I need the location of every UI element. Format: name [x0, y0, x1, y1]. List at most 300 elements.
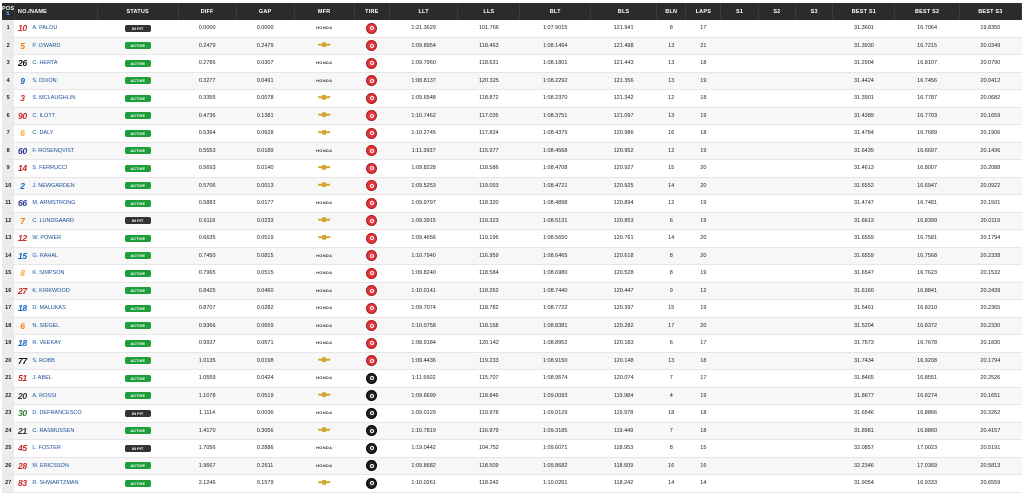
cell-driver[interactable]	[14, 160, 97, 178]
table-row[interactable]	[2, 230, 1022, 248]
table-row[interactable]	[2, 300, 1022, 318]
cell-tire	[354, 160, 389, 178]
driver-name-link[interactable]: C. LUNDGAARD	[32, 217, 74, 224]
car-number: 9	[20, 75, 25, 86]
cell-s2	[758, 440, 795, 458]
cell-status	[97, 72, 178, 90]
cell-best-s3: 20.5191	[959, 440, 1021, 458]
table-row[interactable]	[2, 387, 1022, 405]
cell-mfr	[294, 195, 354, 213]
cell-status	[97, 387, 178, 405]
cell-pos: 24	[2, 422, 14, 440]
table-row[interactable]	[2, 125, 1022, 143]
driver-name-link[interactable]: S. DIXON	[32, 77, 57, 84]
table-row[interactable]	[2, 72, 1022, 90]
cell-s2	[758, 177, 795, 195]
cell-blt: 1:08.2370	[520, 90, 590, 108]
cell-lls: 120.142	[458, 335, 520, 353]
cell-driver[interactable]	[14, 335, 97, 353]
cell-bls: 120.761	[590, 230, 656, 248]
cell-pos: 4	[2, 72, 14, 90]
cell-pos: 11	[2, 195, 14, 213]
car-number: 77	[17, 355, 27, 366]
header-pos-label: POS	[2, 6, 15, 12]
cell-best-s1: 31.6552	[833, 177, 895, 195]
cell-bls: 118.242	[590, 475, 656, 493]
cell-best-s2: 16.8007	[895, 160, 959, 178]
honda-logo-text: HONDA	[316, 147, 333, 153]
cell-best-s3: 20.3262	[959, 405, 1021, 423]
cell-driver[interactable]	[14, 195, 97, 213]
cell-driver[interactable]	[14, 142, 97, 160]
cell-s3	[796, 230, 833, 248]
cell-driver[interactable]	[14, 475, 97, 493]
cell-driver[interactable]	[14, 317, 97, 335]
table-row[interactable]	[2, 422, 1022, 440]
cell-laps: 18	[686, 55, 721, 73]
cell-gap: 0.1381	[236, 107, 294, 125]
cell-gap: 0.0036	[236, 405, 294, 423]
cell-best-s3: 20.0682	[959, 90, 1021, 108]
cell-best-s2: 16.7064	[895, 20, 959, 37]
driver-name-link[interactable]: A. ROSSI	[32, 392, 57, 399]
table-row[interactable]	[2, 195, 1022, 213]
table-row[interactable]	[2, 405, 1022, 423]
header-bln[interactable]: BLN	[657, 3, 686, 20]
tire-alternate-icon	[366, 233, 377, 244]
cell-mfr	[294, 405, 354, 423]
cell-mfr	[294, 20, 354, 37]
header-bls[interactable]: BLS	[590, 3, 656, 20]
header-llt[interactable]: LLT	[389, 3, 457, 20]
cell-diff: 1.4170	[178, 422, 236, 440]
cell-tire	[354, 212, 389, 230]
cell-status	[97, 55, 178, 73]
status-badge: ACTIVE	[125, 480, 151, 487]
header-blt[interactable]: BLT	[520, 3, 590, 20]
cell-tire	[354, 335, 389, 353]
cell-laps: 12	[686, 282, 721, 300]
cell-laps: 19	[686, 300, 721, 318]
header-lls[interactable]: LLS	[458, 3, 520, 20]
cell-driver[interactable]	[14, 125, 97, 143]
table-row[interactable]	[2, 160, 1022, 178]
status-badge: ACTIVE	[125, 60, 151, 67]
cell-lls: 118.320	[458, 195, 520, 213]
driver-name-link[interactable]: S. ROBB	[32, 357, 55, 364]
cell-best-s2: 16.9333	[895, 475, 959, 493]
table-row[interactable]	[2, 475, 1022, 493]
car-number: 66	[17, 198, 27, 209]
driver-name-link[interactable]: F. ROSENQVIST	[32, 147, 75, 154]
table-row[interactable]	[2, 107, 1022, 125]
status-badge: IN PIT	[125, 445, 151, 452]
driver-name-link[interactable]: D. MALUKAS	[32, 305, 66, 312]
tire-alternate-icon	[366, 180, 377, 191]
cell-tire	[354, 125, 389, 143]
cell-s2	[758, 265, 795, 283]
tire-alternate-icon	[366, 355, 377, 366]
cell-mfr	[294, 160, 354, 178]
header-pos[interactable]	[2, 3, 14, 20]
honda-logo-text: HONDA	[316, 77, 333, 83]
cell-driver[interactable]	[14, 247, 97, 265]
cell-tire	[354, 142, 389, 160]
table-row[interactable]	[2, 90, 1022, 108]
driver-name-link[interactable]: K. KIRKWOOD	[32, 287, 70, 294]
header-mfr[interactable]: MFR	[294, 3, 354, 20]
cell-bln: 18	[657, 405, 686, 423]
driver-name-link[interactable]: R. SHWARTZMAN	[32, 480, 79, 487]
table-row[interactable]	[2, 440, 1022, 458]
cell-diff: 1.0135	[178, 352, 236, 370]
tire-primary-icon	[366, 390, 377, 401]
cell-best-s1: 31.8465	[833, 370, 895, 388]
cell-s1	[721, 125, 758, 143]
cell-diff: 0.4736	[178, 107, 236, 125]
cell-driver[interactable]	[14, 37, 97, 55]
status-badge: ACTIVE	[125, 375, 151, 382]
table-row[interactable]	[2, 317, 1022, 335]
table-row[interactable]	[2, 370, 1022, 388]
cell-driver[interactable]	[14, 422, 97, 440]
honda-logo-text: HONDA	[316, 200, 333, 206]
cell-driver[interactable]	[14, 370, 97, 388]
driver-name-link[interactable]: N. SIEGEL	[32, 322, 60, 329]
cell-best-s3: 19.8350	[959, 20, 1021, 37]
cell-status	[97, 37, 178, 55]
cell-gap: 0.0460	[236, 282, 294, 300]
driver-name-link[interactable]: A. PALOU	[32, 25, 58, 32]
cell-tire	[354, 265, 389, 283]
cell-laps: 20	[686, 247, 721, 265]
cell-llt: 1:10.7940	[389, 247, 457, 265]
cell-s3	[796, 125, 833, 143]
driver-name-link[interactable]: D. DEFRANCESCO	[32, 410, 82, 417]
cell-laps: 18	[686, 405, 721, 423]
car-number: 15	[17, 250, 27, 261]
cell-lls: 115.977	[458, 142, 520, 160]
cell-bln: 7	[657, 422, 686, 440]
table-row[interactable]	[2, 352, 1022, 370]
tire-alternate-icon	[366, 268, 377, 279]
header-best-s3[interactable]: BEST S3	[959, 3, 1021, 20]
table-row[interactable]	[2, 20, 1022, 37]
cell-driver[interactable]	[14, 282, 97, 300]
cell-diff: 1.1114	[178, 405, 236, 423]
driver-name-link[interactable]: M. ERICSSON	[32, 462, 69, 469]
cell-bls: 120.397	[590, 300, 656, 318]
cell-driver[interactable]	[14, 72, 97, 90]
cell-driver[interactable]	[14, 230, 97, 248]
driver-name-link[interactable]: J. NEWGARDEN	[32, 182, 75, 189]
tire-alternate-icon	[366, 198, 377, 209]
cell-mfr	[294, 317, 354, 335]
cell-best-s1: 31.7573	[833, 335, 895, 353]
cell-pos: 19	[2, 335, 14, 353]
table-row[interactable]	[2, 142, 1022, 160]
cell-s2	[758, 370, 795, 388]
driver-name-link[interactable]: C. HERTA	[32, 60, 58, 67]
header-s1[interactable]: S1	[721, 3, 758, 20]
cell-lls: 118.242	[458, 475, 520, 493]
cell-best-s2: 16.8866	[895, 405, 959, 423]
header-gap[interactable]: GAP	[236, 3, 294, 20]
up-down-arrow-icon[interactable]: ⇅	[5, 11, 11, 17]
cell-status	[97, 212, 178, 230]
cell-best-s1: 31.5204	[833, 317, 895, 335]
cell-gap: 0.0140	[236, 160, 294, 178]
cell-driver[interactable]	[14, 300, 97, 318]
cell-driver[interactable]	[14, 177, 97, 195]
cell-blt: 1:09.8682	[520, 457, 590, 475]
cell-status	[97, 125, 178, 143]
cell-s2	[758, 212, 795, 230]
cell-best-s2: 16.8372	[895, 317, 959, 335]
chevrolet-logo-icon	[318, 112, 331, 117]
status-badge: IN PIT	[125, 25, 151, 32]
cell-s3	[796, 300, 833, 318]
header-laps[interactable]: LAPS	[686, 3, 721, 20]
cell-llt: 1:09.8682	[389, 457, 457, 475]
cell-laps: 18	[686, 125, 721, 143]
cell-laps: 15	[686, 440, 721, 458]
cell-bls: 120.618	[590, 247, 656, 265]
cell-llt: 1:09.6699	[389, 387, 457, 405]
cell-driver[interactable]	[14, 55, 97, 73]
cell-status	[97, 177, 178, 195]
header-best-s1[interactable]: BEST S1	[833, 3, 895, 20]
table-row[interactable]	[2, 457, 1022, 475]
cell-best-s2: 16.8860	[895, 422, 959, 440]
table-row[interactable]	[2, 282, 1022, 300]
cell-llt: 1:11.5602	[389, 370, 457, 388]
cell-best-s1: 31.6435	[833, 142, 895, 160]
cell-best-s3: 20.2338	[959, 247, 1021, 265]
driver-name-link[interactable]: G. RAHAL	[32, 252, 59, 259]
cell-s1	[721, 20, 758, 37]
cell-blt: 1:08.7722	[520, 300, 590, 318]
driver-name-link[interactable]: J. ABEL	[32, 375, 52, 382]
cell-driver[interactable]	[14, 440, 97, 458]
driver-name-link[interactable]: C. ILOTT	[32, 112, 56, 119]
cell-best-s2: 16.8841	[895, 282, 959, 300]
cell-best-s3: 20.2526	[959, 370, 1021, 388]
tire-primary-icon	[366, 443, 377, 454]
cell-status	[97, 195, 178, 213]
header-no-name[interactable]: NO./NAME	[14, 3, 97, 20]
cell-best-s3: 20.4157	[959, 422, 1021, 440]
cell-mfr	[294, 90, 354, 108]
cell-driver[interactable]	[14, 387, 97, 405]
cell-driver[interactable]	[14, 90, 97, 108]
cell-tire	[354, 107, 389, 125]
cell-lls: 119.978	[458, 405, 520, 423]
header-status[interactable]: STATUS	[97, 3, 178, 20]
cell-best-s3: 20.0412	[959, 72, 1021, 90]
driver-name-link[interactable]: M. ARMSTRONG	[32, 200, 76, 207]
cell-bln: 13	[657, 37, 686, 55]
table-row[interactable]	[2, 335, 1022, 353]
cell-diff: 0.5364	[178, 125, 236, 143]
cell-driver[interactable]	[14, 457, 97, 475]
header-best-s2[interactable]: BEST S2	[895, 3, 959, 20]
cell-diff: 0.5553	[178, 142, 236, 160]
cell-gap: 0.0519	[236, 230, 294, 248]
driver-name-link[interactable]: W. POWER	[32, 235, 62, 242]
driver-name-link[interactable]: R. VEEKAY	[32, 340, 62, 347]
cell-bls: 120.927	[590, 160, 656, 178]
cell-bln: 17	[657, 317, 686, 335]
cell-best-s2: 16.7568	[895, 247, 959, 265]
table-row[interactable]	[2, 37, 1022, 55]
status-badge: ACTIVE	[125, 200, 151, 207]
driver-name-link[interactable]: S. FERRUCCI	[32, 165, 68, 172]
cell-llt: 1:09.4656	[389, 230, 457, 248]
header-s2[interactable]: S2	[758, 3, 795, 20]
cell-best-s1: 31.4424	[833, 72, 895, 90]
cell-best-s2: 16.7581	[895, 230, 959, 248]
car-number: 83	[17, 478, 27, 489]
cell-s1	[721, 457, 758, 475]
cell-diff: 1.9667	[178, 457, 236, 475]
driver-name-link[interactable]: S. MCLAUGHLIN	[32, 95, 76, 102]
cell-diff: 1.1078	[178, 387, 236, 405]
cell-best-s1: 32.0857	[833, 440, 895, 458]
cell-bln: 8	[657, 247, 686, 265]
cell-llt: 1:09.8228	[389, 160, 457, 178]
cell-s2	[758, 387, 795, 405]
tire-alternate-icon	[366, 303, 377, 314]
cell-s3	[796, 352, 833, 370]
cell-s2	[758, 317, 795, 335]
status-badge: ACTIVE	[125, 235, 151, 242]
table-row[interactable]	[2, 55, 1022, 73]
driver-name-link[interactable]: L. FOSTER	[32, 445, 61, 452]
cell-gap: 0.0078	[236, 90, 294, 108]
cell-bln: 16	[657, 125, 686, 143]
header-tire[interactable]: TIRE	[354, 3, 389, 20]
cell-blt: 1:08.8381	[520, 317, 590, 335]
cell-status	[97, 440, 178, 458]
table-row[interactable]	[2, 212, 1022, 230]
driver-name-link[interactable]: P. O'WARD	[32, 42, 61, 49]
cell-s1	[721, 90, 758, 108]
cell-diff: 0.6116	[178, 212, 236, 230]
cell-driver[interactable]	[14, 20, 97, 37]
cell-bls: 120.528	[590, 265, 656, 283]
cell-best-s3: 20.1794	[959, 352, 1021, 370]
cell-s3	[796, 195, 833, 213]
cell-s2	[758, 72, 795, 90]
cell-driver[interactable]	[14, 405, 97, 423]
cell-s3	[796, 160, 833, 178]
cell-best-s2: 16.7215	[895, 37, 959, 55]
header-s3[interactable]: S3	[796, 3, 833, 20]
cell-best-s3: 20.2088	[959, 160, 1021, 178]
status-badge: IN PIT	[125, 410, 151, 417]
cell-pos: 23	[2, 405, 14, 423]
table-row[interactable]	[2, 265, 1022, 283]
cell-best-s3: 20.1830	[959, 335, 1021, 353]
cell-tire	[354, 440, 389, 458]
cell-lls: 119.233	[458, 352, 520, 370]
cell-best-s3: 20.2439	[959, 282, 1021, 300]
cell-s3	[796, 387, 833, 405]
cell-laps: 14	[686, 475, 721, 493]
cell-gap: 0.0628	[236, 125, 294, 143]
cell-blt: 1:07.9015	[520, 20, 590, 37]
chevrolet-logo-icon	[318, 480, 331, 485]
chevrolet-logo-icon	[318, 42, 331, 47]
cell-llt: 1:10.0261	[389, 475, 457, 493]
tire-alternate-icon	[366, 40, 377, 51]
cell-blt: 1:08.4379	[520, 125, 590, 143]
cell-mfr	[294, 475, 354, 493]
cell-best-s1: 31.2904	[833, 55, 895, 73]
cell-bls: 121.097	[590, 107, 656, 125]
cell-llt: 1:09.3915	[389, 212, 457, 230]
cell-bls: 120.952	[590, 142, 656, 160]
cell-lls: 104.752	[458, 440, 520, 458]
cell-lls: 118.262	[458, 282, 520, 300]
cell-gap: 0.2611	[236, 457, 294, 475]
cell-laps: 17	[686, 20, 721, 37]
driver-name-link[interactable]: C. DALY	[32, 130, 54, 137]
cell-diff: 2.1246	[178, 475, 236, 493]
cell-bln: 14	[657, 475, 686, 493]
cell-best-s1: 31.6613	[833, 212, 895, 230]
cell-diff: 0.8707	[178, 300, 236, 318]
cell-bln: 13	[657, 72, 686, 90]
status-badge: ACTIVE	[125, 147, 151, 154]
honda-logo-text: HONDA	[316, 25, 333, 31]
cell-llt: 1:11.3937	[389, 142, 457, 160]
cell-driver[interactable]	[14, 352, 97, 370]
cell-best-s3: 20.0922	[959, 177, 1021, 195]
cell-bls: 120.986	[590, 125, 656, 143]
cell-bln: 16	[657, 457, 686, 475]
driver-name-link[interactable]: K. SIMPSON	[32, 270, 65, 277]
cell-mfr	[294, 370, 354, 388]
cell-tire	[354, 177, 389, 195]
cell-bln: 6	[657, 212, 686, 230]
cell-s3	[796, 55, 833, 73]
cell-driver[interactable]	[14, 265, 97, 283]
cell-llt: 1:09.8954	[389, 37, 457, 55]
tire-alternate-icon	[366, 250, 377, 261]
cell-blt: 1:08.4721	[520, 177, 590, 195]
table-row[interactable]	[2, 177, 1022, 195]
cell-lls: 119.093	[458, 177, 520, 195]
driver-name-link[interactable]: C. RASMUSSEN	[32, 427, 75, 434]
cell-best-s2: 16.8274	[895, 387, 959, 405]
cell-pos: 7	[2, 125, 14, 143]
cell-tire	[354, 37, 389, 55]
cell-diff: 1.0559	[178, 370, 236, 388]
cell-driver[interactable]	[14, 107, 97, 125]
cell-pos: 3	[2, 55, 14, 73]
cell-lls: 118.584	[458, 265, 520, 283]
header-diff[interactable]: DIFF	[178, 3, 236, 20]
cell-blt: 1:09.3185	[520, 422, 590, 440]
cell-bln: 13	[657, 352, 686, 370]
table-row[interactable]	[2, 247, 1022, 265]
tire-alternate-icon	[366, 93, 377, 104]
tire-primary-icon	[366, 408, 377, 419]
honda-logo-text: HONDA	[316, 445, 333, 451]
cell-driver[interactable]	[14, 212, 97, 230]
